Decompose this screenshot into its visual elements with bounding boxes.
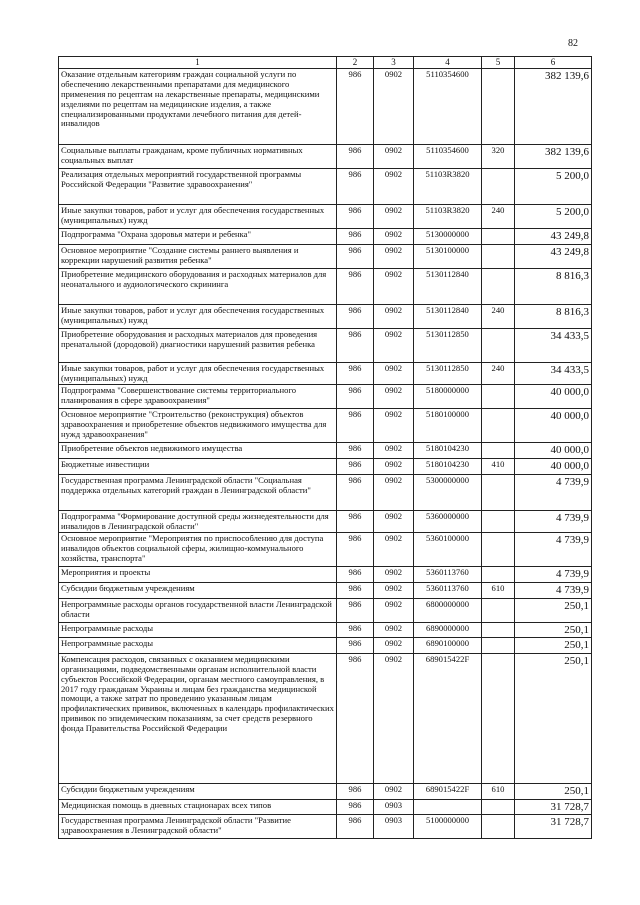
row-amount: 250,1 (515, 638, 592, 654)
row-section: 0902 (374, 69, 414, 145)
row-amount: 34 433,5 (515, 328, 592, 362)
col-header-4: 4 (414, 57, 482, 69)
row-amount: 40 000,0 (515, 409, 592, 443)
row-expense-type: 610 (482, 583, 515, 599)
row-ministry: 986 (337, 385, 374, 409)
row-ministry: 986 (337, 567, 374, 583)
row-target: 6800000000 (414, 598, 482, 622)
row-amount: 382 139,6 (515, 145, 592, 169)
row-target: 689015422F (414, 653, 482, 783)
table-row (59, 533, 592, 567)
table-row (59, 783, 592, 799)
col-header-6: 6 (515, 57, 592, 69)
row-expense-type: 240 (482, 304, 515, 328)
row-ministry: 986 (337, 443, 374, 459)
row-target: 5100000000 (414, 815, 482, 839)
row-target: 5360000000 (414, 510, 482, 533)
row-name: Основное мероприятие "Мероприятия по приспособлению для доступа инвалидов объектов социальной сферы, жилищно-коммунального хозяйства, транспорта" (59, 533, 337, 567)
row-section: 0902 (374, 567, 414, 583)
row-ministry: 986 (337, 169, 374, 205)
row-amount: 250,1 (515, 622, 592, 638)
table-row (59, 385, 592, 409)
row-amount: 4 739,9 (515, 567, 592, 583)
table-row (59, 815, 592, 839)
row-ministry: 986 (337, 328, 374, 362)
row-expense-type (482, 799, 515, 815)
row-section: 0902 (374, 510, 414, 533)
row-expense-type (482, 268, 515, 304)
row-ministry: 986 (337, 799, 374, 815)
row-section: 0902 (374, 533, 414, 567)
table-row (59, 459, 592, 475)
row-section: 0902 (374, 169, 414, 205)
header-row (59, 57, 592, 69)
table-row (59, 268, 592, 304)
row-ministry: 986 (337, 459, 374, 475)
row-target: 5180104230 (414, 459, 482, 475)
row-name: Медицинская помощь в дневных стационарах всех типов (59, 799, 337, 815)
row-expense-type (482, 409, 515, 443)
table-row (59, 244, 592, 268)
row-amount: 250,1 (515, 653, 592, 783)
row-ministry: 986 (337, 362, 374, 385)
row-name: Подпрограмма "Охрана здоровья матери и ребенка" (59, 229, 337, 245)
row-expense-type (482, 622, 515, 638)
row-target: 5360113760 (414, 567, 482, 583)
table-row (59, 443, 592, 459)
row-target: 5360100000 (414, 533, 482, 567)
row-target: 51103R3820 (414, 169, 482, 205)
row-expense-type: 240 (482, 205, 515, 229)
table-row (59, 510, 592, 533)
row-name: Иные закупки товаров, работ и услуг для обеспечения государственных (муниципальных) нужд (59, 205, 337, 229)
row-expense-type (482, 638, 515, 654)
row-expense-type: 610 (482, 783, 515, 799)
row-amount: 31 728,7 (515, 815, 592, 839)
row-name: Бюджетные инвестиции (59, 459, 337, 475)
table-row (59, 583, 592, 599)
row-section: 0902 (374, 145, 414, 169)
row-name: Субсидии бюджетным учреждениям (59, 783, 337, 799)
row-section: 0902 (374, 783, 414, 799)
row-target: 5130112850 (414, 362, 482, 385)
row-section: 0903 (374, 799, 414, 815)
row-section: 0902 (374, 244, 414, 268)
table-row (59, 638, 592, 654)
budget-table (58, 56, 592, 839)
row-target: 5360113760 (414, 583, 482, 599)
row-ministry: 986 (337, 598, 374, 622)
table-row (59, 409, 592, 443)
row-target: 5130112850 (414, 328, 482, 362)
row-name: Приобретение оборудования и расходных материалов для проведения пренатальной (дородовой) диагностики нарушений развития ребенка (59, 328, 337, 362)
row-target (414, 799, 482, 815)
row-amount: 4 739,9 (515, 510, 592, 533)
row-expense-type (482, 815, 515, 839)
row-amount: 4 739,9 (515, 533, 592, 567)
row-section: 0902 (374, 304, 414, 328)
table-row (59, 622, 592, 638)
row-target: 5180104230 (414, 443, 482, 459)
row-expense-type: 240 (482, 362, 515, 385)
table-row (59, 145, 592, 169)
row-target: 51103R3820 (414, 205, 482, 229)
table-row (59, 69, 592, 145)
row-amount: 8 816,3 (515, 304, 592, 328)
row-target: 6890000000 (414, 622, 482, 638)
row-ministry: 986 (337, 304, 374, 328)
table-row (59, 169, 592, 205)
row-name: Социальные выплаты гражданам, кроме публичных нормативных социальных выплат (59, 145, 337, 169)
row-name: Приобретение объектов недвижимого имущества (59, 443, 337, 459)
row-section: 0903 (374, 815, 414, 839)
row-section: 0902 (374, 409, 414, 443)
row-section: 0902 (374, 583, 414, 599)
row-name: Оказание отдельным категориям граждан социальной услуги по обеспечению лекарственными препаратами для медицинского применения по рецептам на лекарственные препараты, медицинскими изделиями по рецептам на медицинские изделия, а также специализированными продуктами лечебного питания для детей-инвалидов (59, 69, 337, 145)
row-amount: 43 249,8 (515, 244, 592, 268)
row-amount: 5 200,0 (515, 169, 592, 205)
row-name: Основное мероприятие "Строительство (реконструкция) объектов здравоохранения и приобретение объектов недвижимого имущества для нужд здравоохранения" (59, 409, 337, 443)
row-expense-type (482, 567, 515, 583)
row-name: Реализация отдельных мероприятий государственной программы Российской Федерации "Развитие здравоохранения" (59, 169, 337, 205)
row-ministry: 986 (337, 638, 374, 654)
row-section: 0902 (374, 205, 414, 229)
row-name: Иные закупки товаров, работ и услуг для обеспечения государственных (муниципальных) нужд (59, 362, 337, 385)
row-name: Государственная программа Ленинградской области "Социальная поддержка отдельных категорий граждан в Ленинградской области" (59, 474, 337, 510)
row-amount: 8 816,3 (515, 268, 592, 304)
row-section: 0902 (374, 622, 414, 638)
row-section: 0902 (374, 268, 414, 304)
row-expense-type (482, 653, 515, 783)
row-target: 5110354600 (414, 145, 482, 169)
row-target: 5300000000 (414, 474, 482, 510)
row-expense-type (482, 443, 515, 459)
row-amount: 382 139,6 (515, 69, 592, 145)
row-target: 5130112840 (414, 304, 482, 328)
row-name: Непрограммные расходы органов государственной власти Ленинградской области (59, 598, 337, 622)
row-name: Непрограммные расходы (59, 638, 337, 654)
row-amount: 40 000,0 (515, 459, 592, 475)
col-header-2: 2 (337, 57, 374, 69)
row-amount: 5 200,0 (515, 205, 592, 229)
table-row (59, 229, 592, 245)
row-expense-type (482, 385, 515, 409)
row-target: 5130000000 (414, 229, 482, 245)
row-ministry: 986 (337, 583, 374, 599)
row-target: 5180100000 (414, 409, 482, 443)
row-target: 5130100000 (414, 244, 482, 268)
row-expense-type (482, 328, 515, 362)
row-expense-type (482, 244, 515, 268)
table-row (59, 598, 592, 622)
row-name: Основное мероприятие "Создание системы раннего выявления и коррекции нарушений развития ребенка" (59, 244, 337, 268)
table-row (59, 205, 592, 229)
row-section: 0902 (374, 328, 414, 362)
row-amount: 4 739,9 (515, 474, 592, 510)
row-name: Приобретение медицинского оборудования и расходных материалов для неонатального и аудиологического скрининга (59, 268, 337, 304)
table-row (59, 474, 592, 510)
row-section: 0902 (374, 443, 414, 459)
row-section: 0902 (374, 638, 414, 654)
row-amount: 34 433,5 (515, 362, 592, 385)
row-section: 0902 (374, 362, 414, 385)
row-expense-type (482, 598, 515, 622)
row-section: 0902 (374, 598, 414, 622)
row-ministry: 986 (337, 783, 374, 799)
table-row (59, 328, 592, 362)
table-row (59, 362, 592, 385)
row-ministry: 986 (337, 653, 374, 783)
row-name: Подпрограмма "Совершенствование системы территориального планирования в сфере здравоохранения" (59, 385, 337, 409)
row-section: 0902 (374, 229, 414, 245)
col-header-5: 5 (482, 57, 515, 69)
row-amount: 40 000,0 (515, 443, 592, 459)
row-section: 0902 (374, 385, 414, 409)
row-section: 0902 (374, 653, 414, 783)
row-target: 689015422F (414, 783, 482, 799)
table-row (59, 653, 592, 783)
row-name: Иные закупки товаров, работ и услуг для обеспечения государственных (муниципальных) нужд (59, 304, 337, 328)
row-section: 0902 (374, 459, 414, 475)
row-ministry: 986 (337, 815, 374, 839)
row-target: 6890100000 (414, 638, 482, 654)
page-number: 82 (568, 38, 578, 49)
col-header-1: 1 (59, 57, 337, 69)
table-row (59, 567, 592, 583)
row-name: Непрограммные расходы (59, 622, 337, 638)
row-name: Подпрограмма "Формирование доступной среды жизнедеятельности для инвалидов в Ленинградской области" (59, 510, 337, 533)
row-ministry: 986 (337, 510, 374, 533)
row-amount: 43 249,8 (515, 229, 592, 245)
row-expense-type (482, 169, 515, 205)
row-section: 0902 (374, 474, 414, 510)
row-ministry: 986 (337, 244, 374, 268)
row-target: 5110354600 (414, 69, 482, 145)
row-ministry: 986 (337, 268, 374, 304)
row-name: Компенсация расходов, связанных с оказанием медицинскими организациями, подведомственными органам исполнительной власти субъектов Российской Федерации, органам местного самоуправления, в 2017 году гражданам Украины и лицам без гражданства медицинской помощи, а также затрат по проведению указанным лицам профилактических прививок, включенных в календарь профилактических прививок по эпидемическим показаниям, за счет средств резервного фонда Правительства Российской Федерации (59, 653, 337, 783)
row-name: Мероприятия и проекты (59, 567, 337, 583)
row-ministry: 986 (337, 533, 374, 567)
row-expense-type: 320 (482, 145, 515, 169)
row-ministry: 986 (337, 474, 374, 510)
row-expense-type (482, 533, 515, 567)
row-expense-type (482, 69, 515, 145)
row-ministry: 986 (337, 69, 374, 145)
row-ministry: 986 (337, 409, 374, 443)
row-ministry: 986 (337, 229, 374, 245)
row-target: 5180000000 (414, 385, 482, 409)
row-expense-type (482, 474, 515, 510)
row-expense-type: 410 (482, 459, 515, 475)
row-target: 5130112840 (414, 268, 482, 304)
row-amount: 40 000,0 (515, 385, 592, 409)
table-row (59, 799, 592, 815)
row-name: Субсидии бюджетным учреждениям (59, 583, 337, 599)
col-header-3: 3 (374, 57, 414, 69)
table-row (59, 304, 592, 328)
row-ministry: 986 (337, 622, 374, 638)
row-ministry: 986 (337, 145, 374, 169)
row-amount: 250,1 (515, 783, 592, 799)
row-name: Государственная программа Ленинградской области "Развитие здравоохранения в Ленинградской области" (59, 815, 337, 839)
row-amount: 250,1 (515, 598, 592, 622)
row-ministry: 986 (337, 205, 374, 229)
row-amount: 4 739,9 (515, 583, 592, 599)
row-amount: 31 728,7 (515, 799, 592, 815)
row-expense-type (482, 510, 515, 533)
row-expense-type (482, 229, 515, 245)
